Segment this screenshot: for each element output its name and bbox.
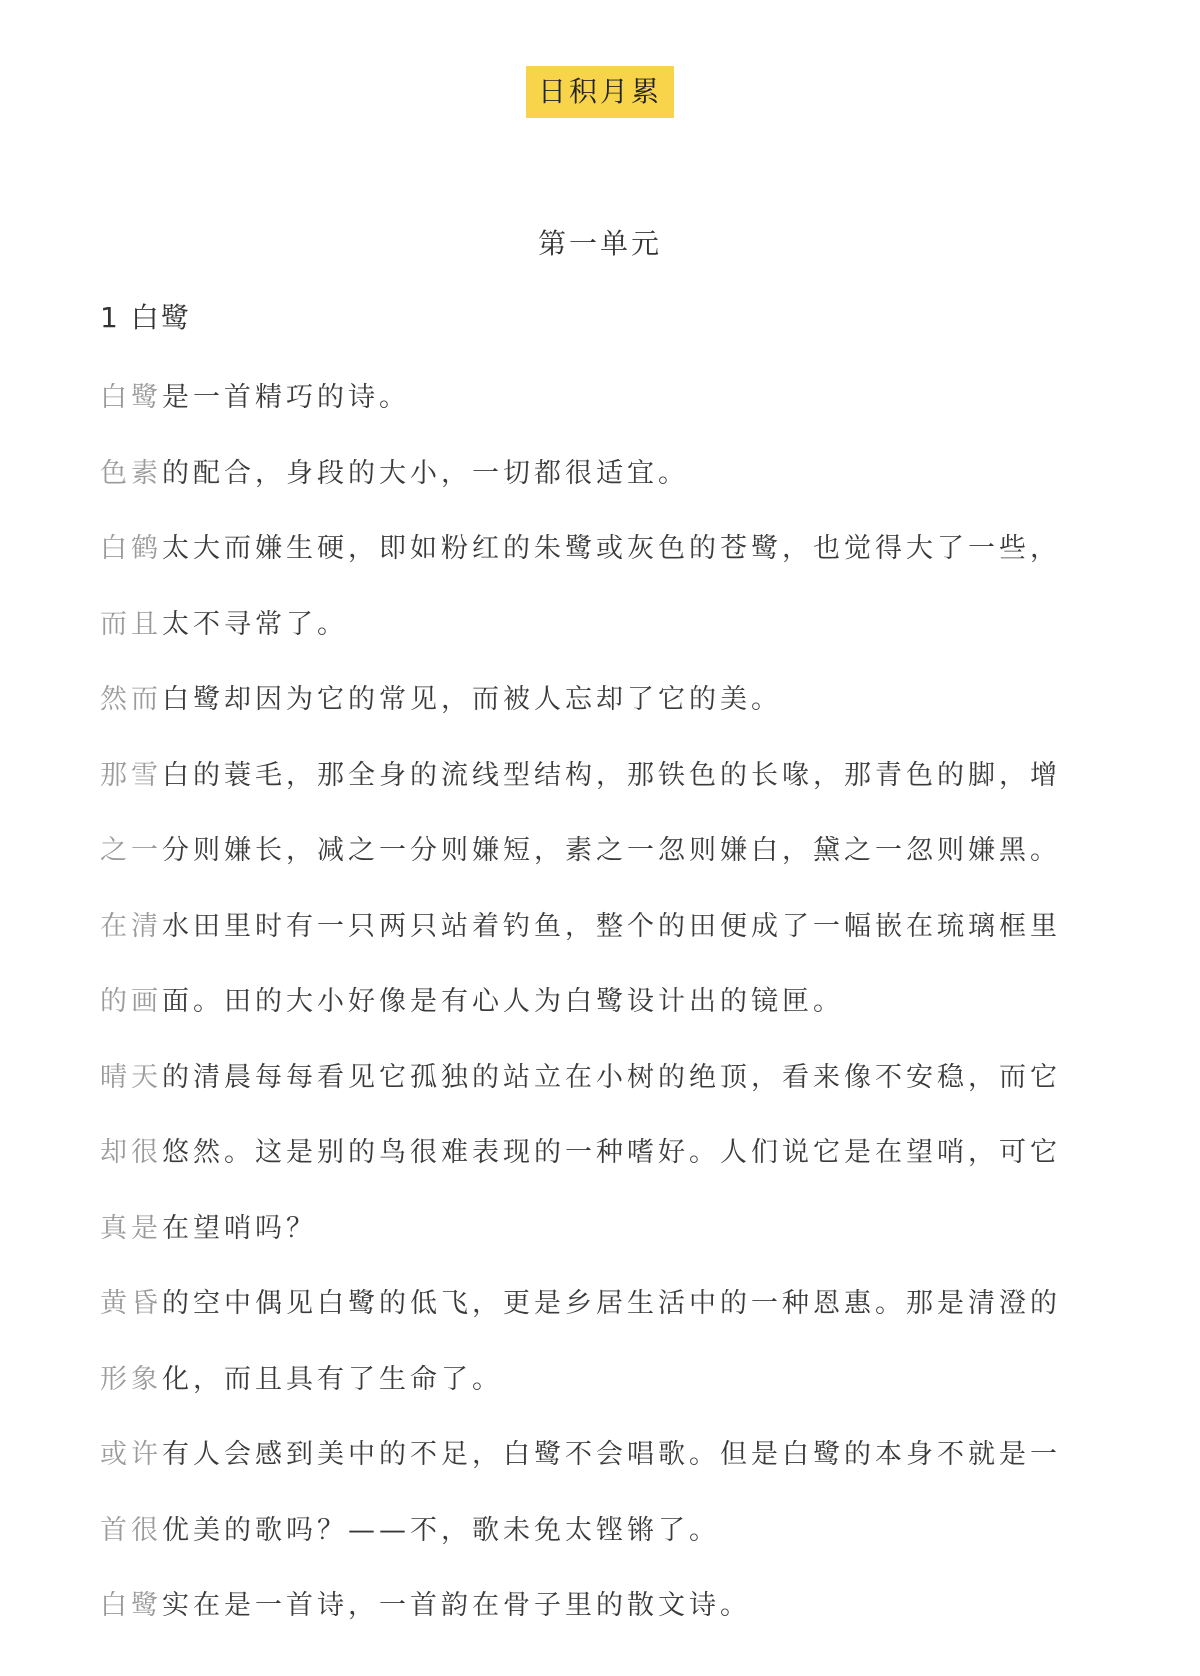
text-line bbox=[100, 360, 1110, 436]
text-line bbox=[100, 738, 1110, 814]
text-line bbox=[100, 1266, 1110, 1342]
line-lead: 白鹤 bbox=[100, 533, 162, 564]
line-lead: 的画 bbox=[100, 986, 162, 1017]
line-rest: 分则嫌长，减之一分则嫌短，素之一忽则嫌白，黛之一忽则嫌黑。 bbox=[162, 835, 1061, 866]
text-line bbox=[100, 1493, 1110, 1569]
text-line bbox=[100, 1040, 1110, 1116]
line-rest: 的空中偶见白鹭的低飞，更是乡居生活中的一种恩惠。那是清澄的 bbox=[162, 1288, 1061, 1319]
line-rest: 在望哨吗？ bbox=[162, 1212, 317, 1244]
text-line bbox=[100, 662, 1110, 738]
line-lead: 然而 bbox=[100, 684, 162, 715]
lesson-body bbox=[100, 360, 1110, 1644]
line-lead: 在清 bbox=[100, 910, 162, 942]
line-rest: 面。田的大小好像是有心人为白鹭设计出的镜匣。 bbox=[162, 986, 844, 1017]
line-rest: 太不寻常了。 bbox=[162, 608, 348, 640]
line-lead: 真是 bbox=[100, 1212, 162, 1244]
line-rest: 太大而嫌生硬，即如粉红的朱鹭或灰色的苍鹭，也觉得大了一些， bbox=[162, 533, 1061, 564]
line-lead: 而且 bbox=[100, 608, 162, 640]
line-lead: 形象 bbox=[100, 1363, 162, 1395]
line-lead: 色素 bbox=[100, 457, 162, 489]
badge-container bbox=[0, 66, 1200, 118]
text-line bbox=[100, 1115, 1110, 1191]
line-rest: 有人会感到美中的不足，白鹭不会唱歌。但是白鹭的本身不就是一 bbox=[162, 1439, 1061, 1470]
text-line bbox=[100, 1417, 1110, 1493]
line-lead: 或许 bbox=[100, 1439, 162, 1470]
text-line bbox=[100, 511, 1110, 587]
line-rest: 是一首精巧的诗。 bbox=[162, 382, 410, 413]
line-lead: 之一 bbox=[100, 835, 162, 866]
line-rest: 悠然。这是别的鸟很难表现的一种嗜好。人们说它是在望哨，可它 bbox=[162, 1137, 1061, 1168]
text-line bbox=[100, 1191, 1110, 1267]
line-lead: 白鹭 bbox=[100, 382, 162, 413]
line-rest: 白的蓑毛，那全身的流线型结构，那铁色的长喙，那青色的脚，增 bbox=[162, 759, 1061, 791]
line-rest: 实在是一首诗，一首韵在骨子里的散文诗。 bbox=[162, 1590, 751, 1621]
line-lead: 晴天 bbox=[100, 1061, 162, 1093]
text-line bbox=[100, 889, 1110, 965]
text-line bbox=[100, 813, 1110, 889]
line-rest: 优美的歌吗？——不，歌未免太铿锵了。 bbox=[162, 1514, 720, 1546]
line-lead: 首很 bbox=[100, 1514, 162, 1546]
text-line bbox=[100, 587, 1110, 663]
text-line bbox=[100, 436, 1110, 512]
text-line bbox=[100, 1342, 1110, 1418]
line-rest: 的配合，身段的大小，一切都很适宜。 bbox=[162, 457, 689, 489]
line-rest: 的清晨每每看见它孤独的站立在小树的绝顶，看来像不安稳，而它 bbox=[162, 1061, 1061, 1093]
line-rest: 化，而且具有了生命了。 bbox=[162, 1363, 503, 1395]
lesson-title: 1 白鹭 bbox=[100, 301, 191, 334]
line-rest: 白鹭却因为它的常见，而被人忘却了它的美。 bbox=[162, 684, 782, 715]
line-lead: 黄昏 bbox=[100, 1288, 162, 1319]
section-badge: 日积月累 bbox=[526, 66, 674, 118]
line-lead: 却很 bbox=[100, 1137, 162, 1168]
line-rest: 水田里时有一只两只站着钓鱼，整个的田便成了一幅嵌在琉璃框里 bbox=[162, 910, 1061, 942]
unit-title: 第一单元 bbox=[537, 227, 662, 260]
line-lead: 白鹭 bbox=[100, 1590, 162, 1621]
text-line bbox=[100, 1568, 1110, 1644]
text-line bbox=[100, 964, 1110, 1040]
line-lead: 那雪 bbox=[100, 759, 162, 791]
